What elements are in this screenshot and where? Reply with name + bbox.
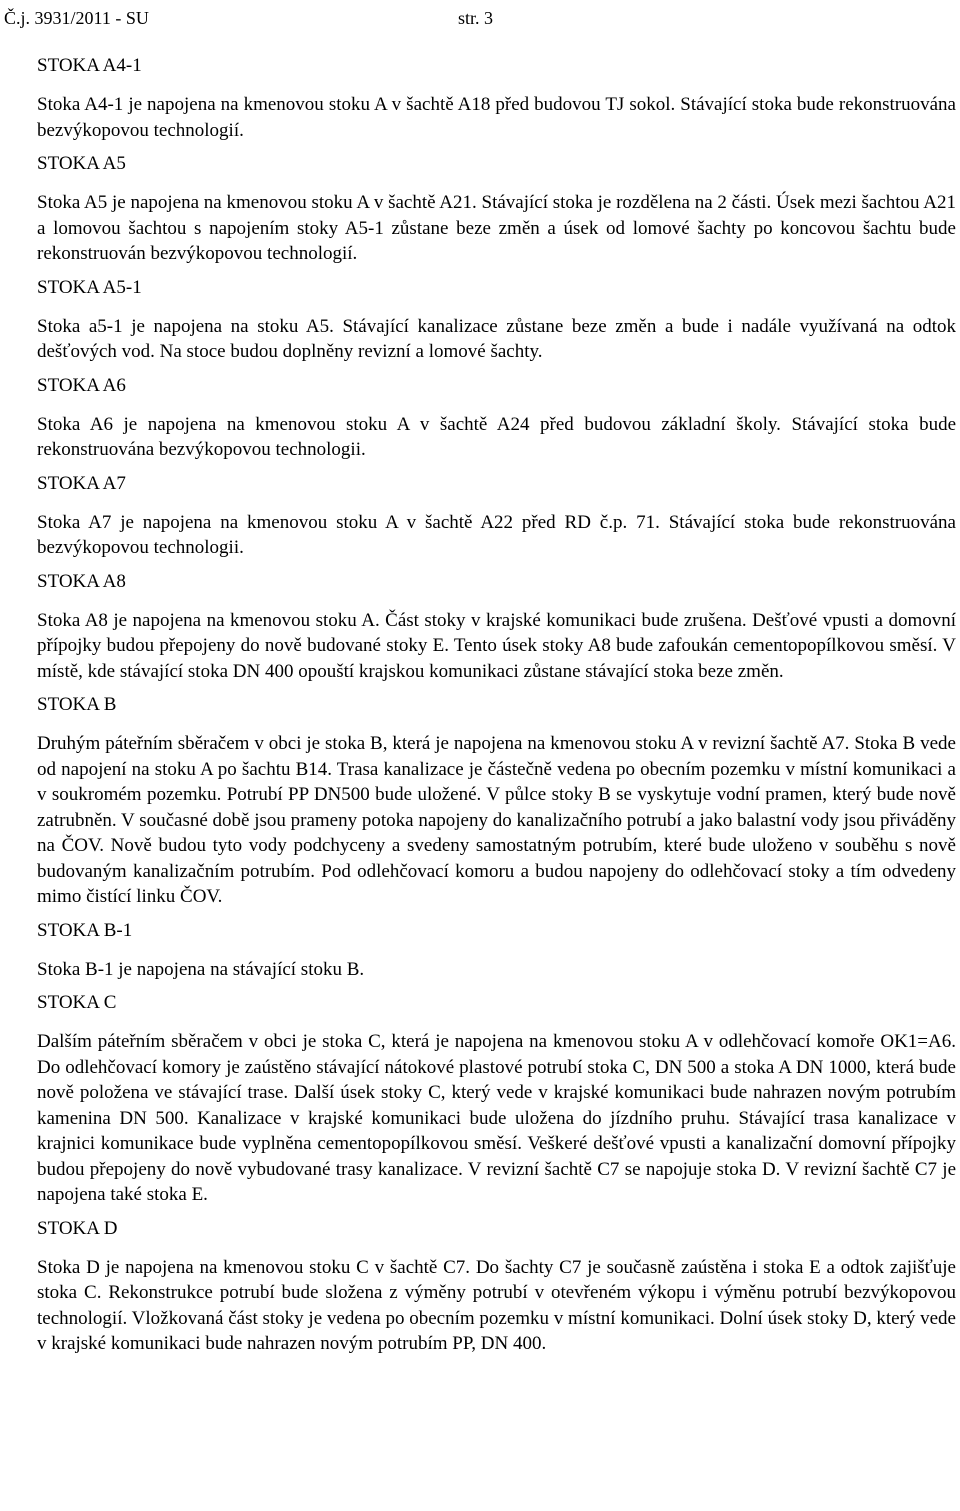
section-paragraph: Stoka a5-1 je napojena na stoku A5. Stávající kanalizace zůstane beze změn a bude i nadále využívaná na odtok dešťových vod. Na stoce budou doplněny revizní a lomové šachty. [37,315,956,362]
section-stoka-a4-1 [37,52,956,143]
section-stoka-d [37,1215,956,1357]
section-stoka-a5 [37,150,956,267]
page-header [4,6,956,30]
section-stoka-a5-1 [37,274,956,365]
section-stoka-a6 [37,372,956,463]
section-heading: STOKA A7 [37,472,126,494]
section-heading: STOKA A8 [37,570,126,592]
section-heading: STOKA B-1 [37,919,133,941]
section-heading: STOKA A5-1 [37,276,142,298]
section-paragraph: Stoka A6 je napojena na kmenovou stoku A v šachtě A24 před budovou základní školy. Stávající stoka bude rekonstruována bezvýkopovou technologii. [37,413,956,460]
section-paragraph: Druhým páteřním sběračem v obci je stoka B, která je napojena na kmenovou stoku A v revizní šachtě A7. Stoka B vede od napojení na stoku A po šachtu B14. Trasa kanalizace je částečně vedena po obecním pozemku v místní komunikaci a v soukromém pozemku. Potrubí PP DN500 bude uložené. V půlce stoky B se vyskytuje vodní pramen, který bude nově zatrubněn. V současné době jsou prameny potoka napojeny do kanalizačního potrubí a jako balastní vody jsou přiváděny na ČOV. Nově budou tyto vody podchyceny a svedeny samostatným potrubím, které bude uloženo v souběhu s nově budovaným kanalizačním potrubím. Pod odlehčovací komoru a budou napojeny do odlehčovací stoky a tím odvedeny mimo čistící linku ČOV. [37,733,956,907]
section-stoka-b-1 [37,917,956,983]
section-paragraph: Stoka A7 je napojena na kmenovou stoku A v šachtě A22 před RD č.p. 71. Stávající stoka bude rekonstruována bezvýkopovou technologii. [37,511,956,558]
section-paragraph: Stoka B-1 je napojena na stávající stoku B. [37,958,365,980]
section-heading: STOKA C [37,992,117,1013]
section-stoka-a8 [37,568,956,685]
section-stoka-a7 [37,470,956,561]
section-paragraph: Stoka D je napojena na kmenovou stoku C v šachtě C7. Do šachty C7 je současně zaústěna i stoka E a odtok zajišťuje stoka C. Rekonstrukce potrubí bude složena z výměny potrubí v otevřeném výkopu i výměnu potrubí bezvýkopovou technologií. Vložkovaná část stoky je vedena po obecním pozemku v místní komunikaci. Dolní úsek stoky D, který vede v krajské komunikaci bude nahrazen novým potrubím PP, DN 400. [37,1256,956,1354]
section-heading: STOKA A5 [37,153,126,174]
document-body [37,52,956,1364]
section-paragraph: Dalším páteřním sběračem v obci je stoka C, která je napojena na kmenovou stoku A v odlehčovací komoře OK1=A6. Do odlehčovací komory je zaústěno stávající nátokové plastové potrubí stoka C, DN 500 a stoka A DN 1000, která bude nově položena ve stávající trase. Další úsek stoky C, který vede v krajské komunikaci bude nahrazen novým potrubím kamenina DN 500. Kanalizace v krajské komunikaci bude uložena do jízdního pruhu. Stávající trasa kanalizace v krajnici komunikace bude vyplněna cementopopílkovou směsí. Veškeré dešťové vpusti a kanalizační domovní přípojky budou přepojeny do nově vybudované trasy kanalizace. V revizní šachtě C7 se napojuje stoka D. V revizní šachtě C7 je napojena také stoka E. [37,1031,956,1205]
section-heading: STOKA A4-1 [37,55,142,76]
section-stoka-b [37,691,956,910]
section-heading: STOKA D [37,1217,118,1239]
section-heading: STOKA B [37,694,117,715]
section-paragraph: Stoka A8 je napojena na kmenovou stoku A. Část stoky v krajské komunikaci bude zrušena. Dešťové vpusti a domovní přípojky budou přepojeny do nově budované stoky E. Tento úsek stoky A8 bude zafoukán cementopopílkovou směsí. V místě, kde stávající stoka DN 400 opouští krajskou komunikaci zůstane stávající stoka beze změn. [37,609,956,682]
section-heading: STOKA A6 [37,374,126,396]
section-paragraph: Stoka A4-1 je napojena na kmenovou stoku A v šachtě A18 před budovou TJ sokol. Stávající stoka bude rekonstruována bezvýkopovou technologií. [37,94,956,141]
section-paragraph: Stoka A5 je napojena na kmenovou stoku A v šachtě A21. Stávající stoka je rozdělena na 2 části. Úsek mezi šachtou A21 a lomovou šachtou s napojením stoky A5-1 zůstane beze změn a úsek od lomové šachty po koncovou šachtu bude rekonstruován bezvýkopovou technologií. [37,192,956,264]
document-reference-number: Č.j. 3931/2011 - SU [4,8,149,28]
page-number: str. 3 [458,8,494,28]
section-stoka-c [37,989,956,1208]
